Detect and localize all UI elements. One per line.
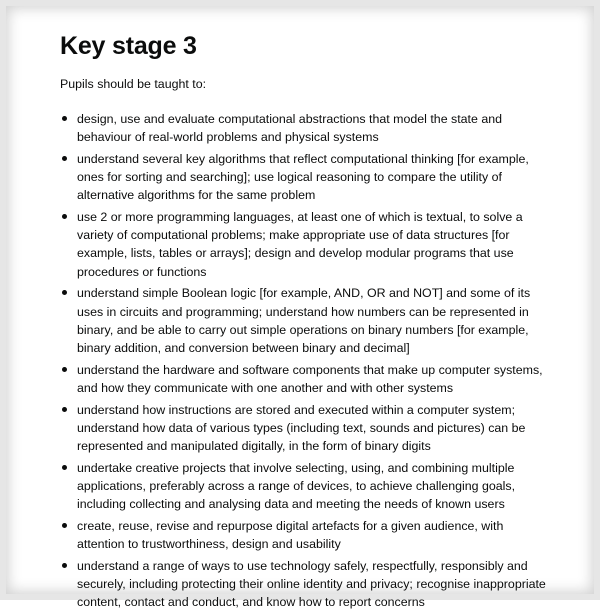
list-item-text: understand several key algorithms that reflect computational thinking [for example, ones for sorting and searching]; use logical reasoning to compare the utility of alternative algorithms for the same problem [77,151,529,203]
list-item-text: understand the hardware and software components that make up computer systems, and how they communicate with one another and with other systems [77,362,543,395]
document-content [60,32,546,615]
list-item [60,361,546,397]
list-item-text: design, use and evaluate computational abstractions that model the state and behaviour of real-world problems and physical systems [77,112,503,145]
list-item-text: understand how instructions are stored and executed within a computer system; understand how data of various types (including text, sounds and pictures) can be represented and manipulated digitally, in the form of binary digits [77,402,526,453]
bullet-icon [62,523,67,528]
list-item [60,110,546,146]
list-item [60,459,546,514]
page-title: Key stage 3 [60,32,197,60]
bullet-icon [62,563,67,568]
list-item-text: understand simple Boolean logic [for example, AND, OR and NOT] and some of its uses in circuits and programming; understand how numbers can be represented in binary, and be able to carry out simple operations on binary numbers [for example, binary addition, and conversion between binary and decimal] [77,286,531,355]
list-item [60,557,546,612]
bullet-icon [62,156,67,161]
intro-text: Pupils should be taught to: [60,77,207,91]
curriculum-list [60,110,546,611]
list-item-text: use 2 or more programming languages, at least one of which is textual, to solve a variety of computational problems; make appropriate use of data structures [for example, lists, tables or arrays]; design and develop modular programs that use procedures or functions [77,210,523,279]
bullet-icon [62,407,67,412]
bullet-icon [62,465,67,470]
bullet-icon [62,116,67,121]
list-item [60,284,546,357]
list-item [60,150,546,205]
list-item-text: create, reuse, revise and repurpose digital artefacts for a given audience, with attention to trustworthiness, design and usability [77,518,504,551]
bullet-icon [62,290,67,295]
list-item-text: undertake creative projects that involve selecting, using, and combining multiple applications, preferably across a range of devices, to achieve challenging goals, including collecting and analysing data and meeting the needs of known users [77,460,516,512]
bullet-icon [62,214,67,219]
list-item [60,208,546,281]
bullet-icon [62,367,67,372]
list-item [60,517,546,553]
list-item [60,401,546,456]
list-item-text: understand a range of ways to use technology safely, respectfully, responsibly and securely, including protecting their online identity and privacy; recognise inappropriate content, contact and conduct, and know how to report concerns [77,558,546,610]
